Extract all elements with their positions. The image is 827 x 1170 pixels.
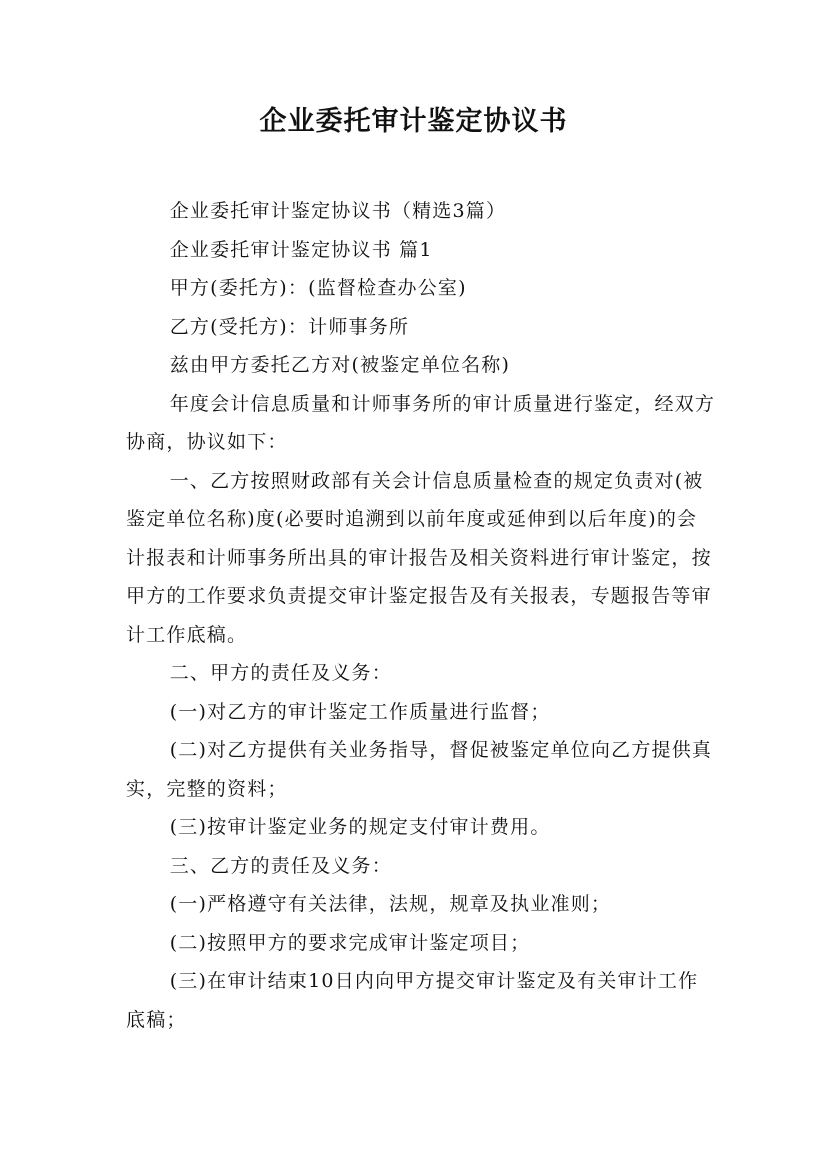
paragraph-clause-2-item-1: (一)对乙方的审计鉴定工作质量进行监督； [169, 700, 551, 723]
paragraph-clause-3-item-2: (二)按照甲方的要求完成审计鉴定项目； [169, 931, 531, 954]
paragraph-clause-3-heading: 三、乙方的责任及义务： [169, 854, 392, 877]
paragraph-clause-1: 一、乙方按照财政部有关会计信息质量检查的规定负责对(被鉴定单位名称)度(必要时追溯到以前年度或延伸到以后年度)的会计报表和计师事务所出具的审计报告及相关资料进行审计鉴定，按甲方的工作要求负责提交审计鉴定报告及有关报表，专题报告等审计工作底稿。 [126, 469, 712, 646]
paragraph-subtitle: 企业委托审计鉴定协议书（精选3篇） [169, 200, 507, 222]
document-title: 企业委托审计鉴定协议书 [259, 106, 568, 137]
paragraph-clause-2-item-3: (三)按审计鉴定业务的规定支付审计费用。 [169, 816, 551, 838]
paragraph-clause-3-item-3: (三)在审计结束10日内向甲方提交审计鉴定及有关审计工作底稿； [126, 970, 699, 1031]
paragraph-section-heading: 企业委托审计鉴定协议书 篇1 [169, 238, 433, 261]
paragraph-party-b: 乙方(受托方)：计师事务所 [169, 315, 410, 338]
paragraph-clause-2-item-2: (二)对乙方提供有关业务指导，督促被鉴定单位向乙方提供真实，完整的资料； [126, 739, 713, 800]
paragraph-clause-3-item-1: (一)严格遵守有关法律，法规，规章及执业准则； [169, 893, 612, 915]
paragraph-clause-2-heading: 二、甲方的责任及义务： [169, 662, 392, 684]
paragraph-entrustment-scope: 年度会计信息质量和计师事务所的审计质量进行鉴定，经双方协商，协议如下： [126, 392, 716, 453]
paragraph-entrustment: 兹由甲方委托乙方对(被鉴定单位名称) [169, 354, 511, 376]
paragraph-party-a: 甲方(委托方)：(监督检查办公室) [169, 277, 467, 299]
document-body [126, 192, 716, 1039]
